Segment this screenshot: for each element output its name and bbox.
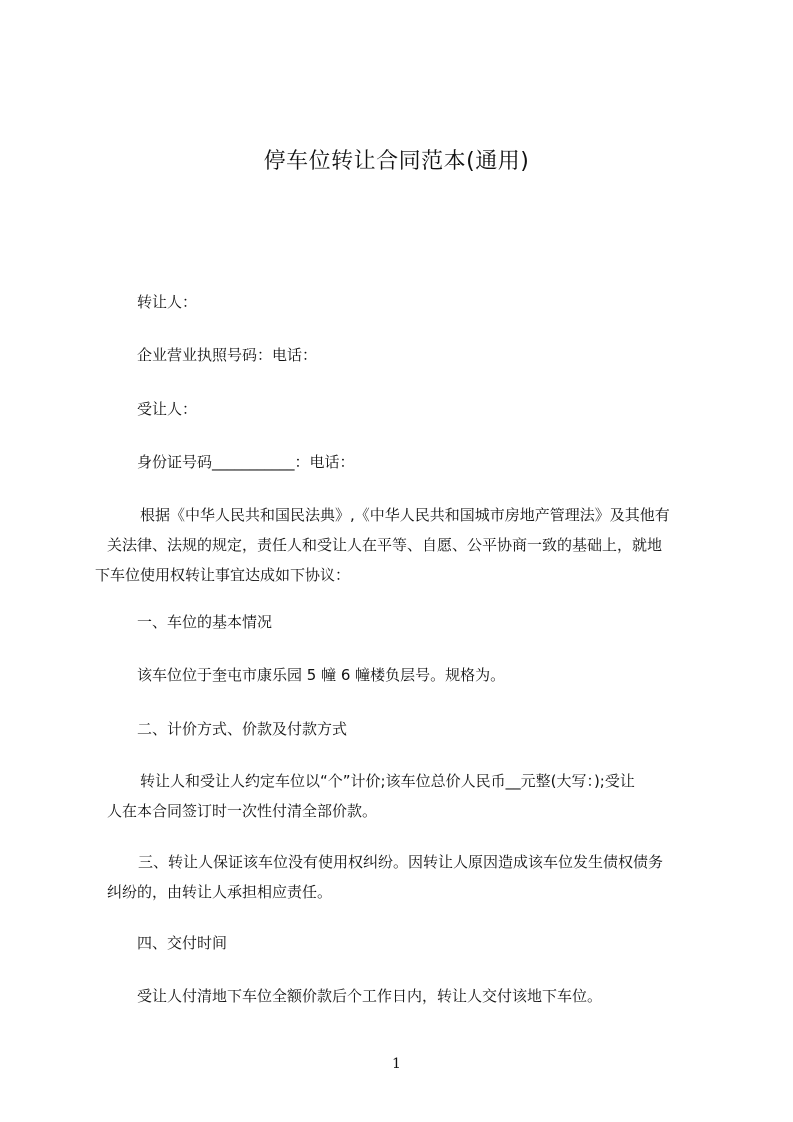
section-3-line-1: 三、转让人保证该车位没有使用权纠纷。因转让人原因造成该车位发生债权债务	[138, 853, 664, 871]
page-number: 1	[392, 1056, 401, 1072]
transferee-label: 受让人：	[137, 400, 198, 418]
license-number-line: 企业营业执照号码：电话：	[137, 346, 318, 364]
preamble-line-3: 下车位使用权转让事宜达成如下协议：	[95, 566, 351, 584]
section-2-paragraph	[107, 766, 635, 826]
preamble-paragraph	[95, 500, 670, 590]
section-1-heading: 一、车位的基本情况	[137, 613, 273, 631]
section-4-heading: 四、交付时间	[137, 934, 228, 952]
section-2-line-1: 转让人和受让人约定车位以“个”计价;该车位总价人民币__元整(大写：);受让	[140, 772, 635, 790]
id-number-line: 身份证号码___________：电话：	[137, 453, 355, 471]
section-3-line-2: 纠纷的，由转让人承担相应责任。	[107, 883, 333, 901]
preamble-line-2: 关法律、法规的规定，责任人和受让人在平等、自愿、公平协商一致的基础上，就地	[107, 536, 663, 554]
section-4-text: 受让人付清地下车位全额价款后个工作日内，转让人交付该地下车位。	[137, 987, 603, 1005]
section-3-paragraph	[107, 847, 663, 907]
section-1-text: 该车位位于奎屯市康乐园 5 幢 6 幢楼负层号。规格为。	[137, 666, 506, 684]
section-2-heading: 二、计价方式、价款及付款方式	[137, 720, 348, 738]
section-2-line-2: 人在本合同签订时一次性付清全部价款。	[107, 802, 378, 820]
preamble-line-1: 根据《中华人民共和国民法典》,《中华人民共和国城市房地产管理法》及其他有	[140, 506, 670, 524]
document-title: 停车位转让合同范本(通用)	[263, 149, 530, 174]
transferor-label: 转让人：	[137, 293, 198, 311]
